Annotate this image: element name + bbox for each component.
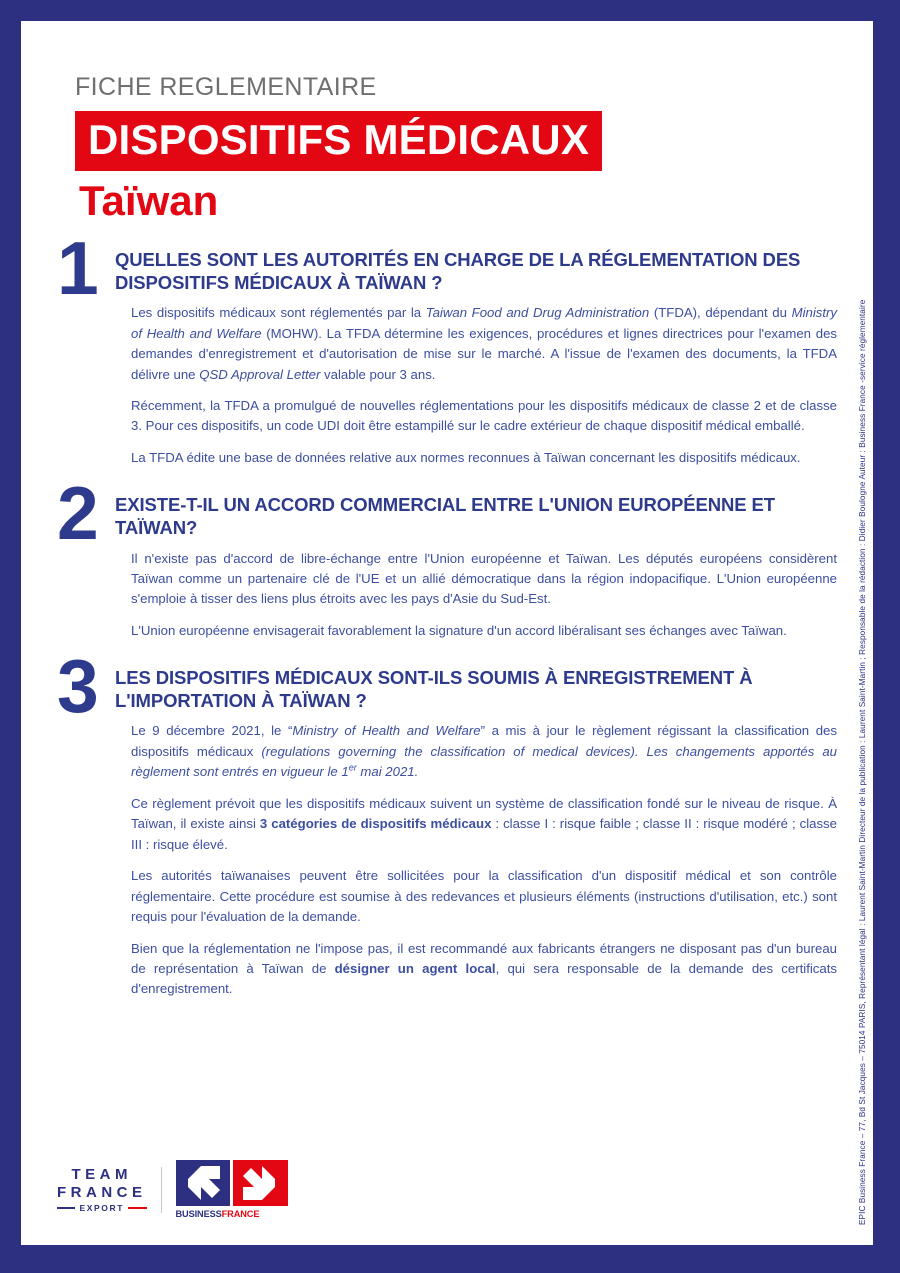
business-france-wordmark: [176, 1209, 260, 1219]
section-1: [57, 226, 838, 468]
sections-list: [57, 226, 838, 1000]
section-3: [57, 644, 837, 1000]
section-number: 1: [57, 226, 99, 311]
paragraph: Le 9 décembre 2021, le “Ministry of Health and Welfare” a mis à jour le règlement régissant la classification des dispositifs médicaux (regulations governing the classification of medical devices). Les changements apportés au règlement sont entrés en vigueur le 1er mai 2021.: [131, 723, 837, 780]
paragraph: Les autorités taïwanaises peuvent être sollicitées pour la classification d'un dispositif médical et son contrôle réglementaire. Cette procédure est soumise à des redevances et plusieurs éléments (instructions d'utilisation, etc.) sont requis pour l'évaluation de la demande.: [131, 868, 837, 925]
section-body: [115, 721, 837, 999]
paragraph: Les dispositifs médicaux sont réglementés par la Taiwan Food and Drug Administration (TFDA), dépendant du Ministry of Health and Welfare (MOHW). La TFDA détermine les exigences, procédures et lignes directrices pour l'examen des demandes d'enregistrement et d'autorisation de mise sur le marché. A l'issue de l'examen des documents, la TFDA délivre une QSD Approval Letter valable pour 3 ans.: [131, 305, 838, 382]
page-sheet: [21, 21, 873, 1245]
bf-word-france: FRANCE: [221, 1209, 260, 1219]
paragraph: Bien que la réglementation ne l'impose pas, il est recommandé aux fabricants étrangers ne disposant pas d'un bureau de représentation à Taïwan de désigner un agent local, qui sera responsable de la demande des certificats d'enregistrement.: [131, 940, 837, 997]
section-2: [57, 471, 837, 641]
paragraph: Récemment, la TFDA a promulgué de nouvelles réglementations pour les dispositifs médicaux de classe 2 et de classe 3. Pour ces dispositifs, un code UDI doit être estampillé sur le cadre extérieur de chaque dispositif médical emballé.: [131, 398, 837, 434]
country-name: Taïwan: [79, 177, 219, 224]
tfe-rule-blue: [57, 1207, 75, 1209]
section-body: [115, 549, 837, 642]
section-number: 2: [57, 471, 99, 556]
tfe-line-team: TEAM: [71, 1165, 132, 1183]
document-content: [57, 73, 837, 1000]
document-kicker: FICHE REGLEMENTAIRE: [75, 73, 377, 101]
section-body: [115, 303, 837, 468]
paragraph: Il n'existe pas d'accord de libre-échange entre l'Union européenne et Taïwan. Les députés européens considèrent Taïwan comme un partenaire clé de l'UE et un allié démocratique dans la région indopacifique. L'Union européenne s'emploie à tisser des liens plus étroits avec les pays d'Asie du Sud-Est.: [131, 550, 837, 607]
paragraph: L'Union européenne envisagerait favorablement la signature d'un accord libéralisant ses échanges avec Taïwan.: [131, 622, 787, 638]
tfe-rule-red: [128, 1207, 146, 1209]
section-heading: EXISTE-T-IL UN ACCORD COMMERCIAL ENTRE L'UNION EUROPÉENNE ET TAÏWAN?: [115, 494, 775, 538]
legal-notice-sidebar: EPIC Business France – 77, Bd St Jacques – 75014 PARIS, Représentant légal : Laurent Saint-Martin Directeur de la publication : Laurent Saint-Martin ; Responsable de la rédaction : Didier Boulogne Auteur : Business France -service réglementaire: [858, 299, 867, 1225]
business-france-arrows-icon: [176, 1160, 288, 1206]
section-number: 3: [57, 644, 99, 729]
tfe-export-row: [57, 1203, 147, 1213]
page-title: DISPOSITIFS MÉDICAUX: [75, 111, 602, 171]
section-heading: LES DISPOSITIFS MÉDICAUX SONT-ILS SOUMIS À ENREGISTREMENT À L'IMPORTATION À TAÏWAN ?: [115, 667, 753, 711]
tfe-line-export: EXPORT: [79, 1203, 125, 1214]
section-heading: QUELLES SONT LES AUTORITÉS EN CHARGE DE LA RÉGLEMENTATION DES DISPOSITIFS MÉDICAUX À TAÏWAN ?: [115, 249, 801, 293]
footer-logos: [57, 1160, 288, 1219]
paragraph: La TFDA édite une base de données relative aux normes reconnues à Taïwan concernant les dispositifs médicaux.: [131, 449, 801, 465]
logo-divider: [161, 1167, 162, 1213]
bf-word-business: BUSINESS: [175, 1209, 222, 1219]
team-france-export-logo: [57, 1166, 161, 1213]
paragraph: Ce règlement prévoit que les dispositifs médicaux suivent un système de classification fondé sur le niveau de risque. À Taïwan, il existe ainsi 3 catégories de dispositifs médicaux : classe I : risque faible ; classe II : risque modéré ; classe III : risque élevé.: [131, 795, 837, 852]
business-france-logo: [176, 1160, 288, 1219]
tfe-line-france: FRANCE: [57, 1183, 147, 1201]
